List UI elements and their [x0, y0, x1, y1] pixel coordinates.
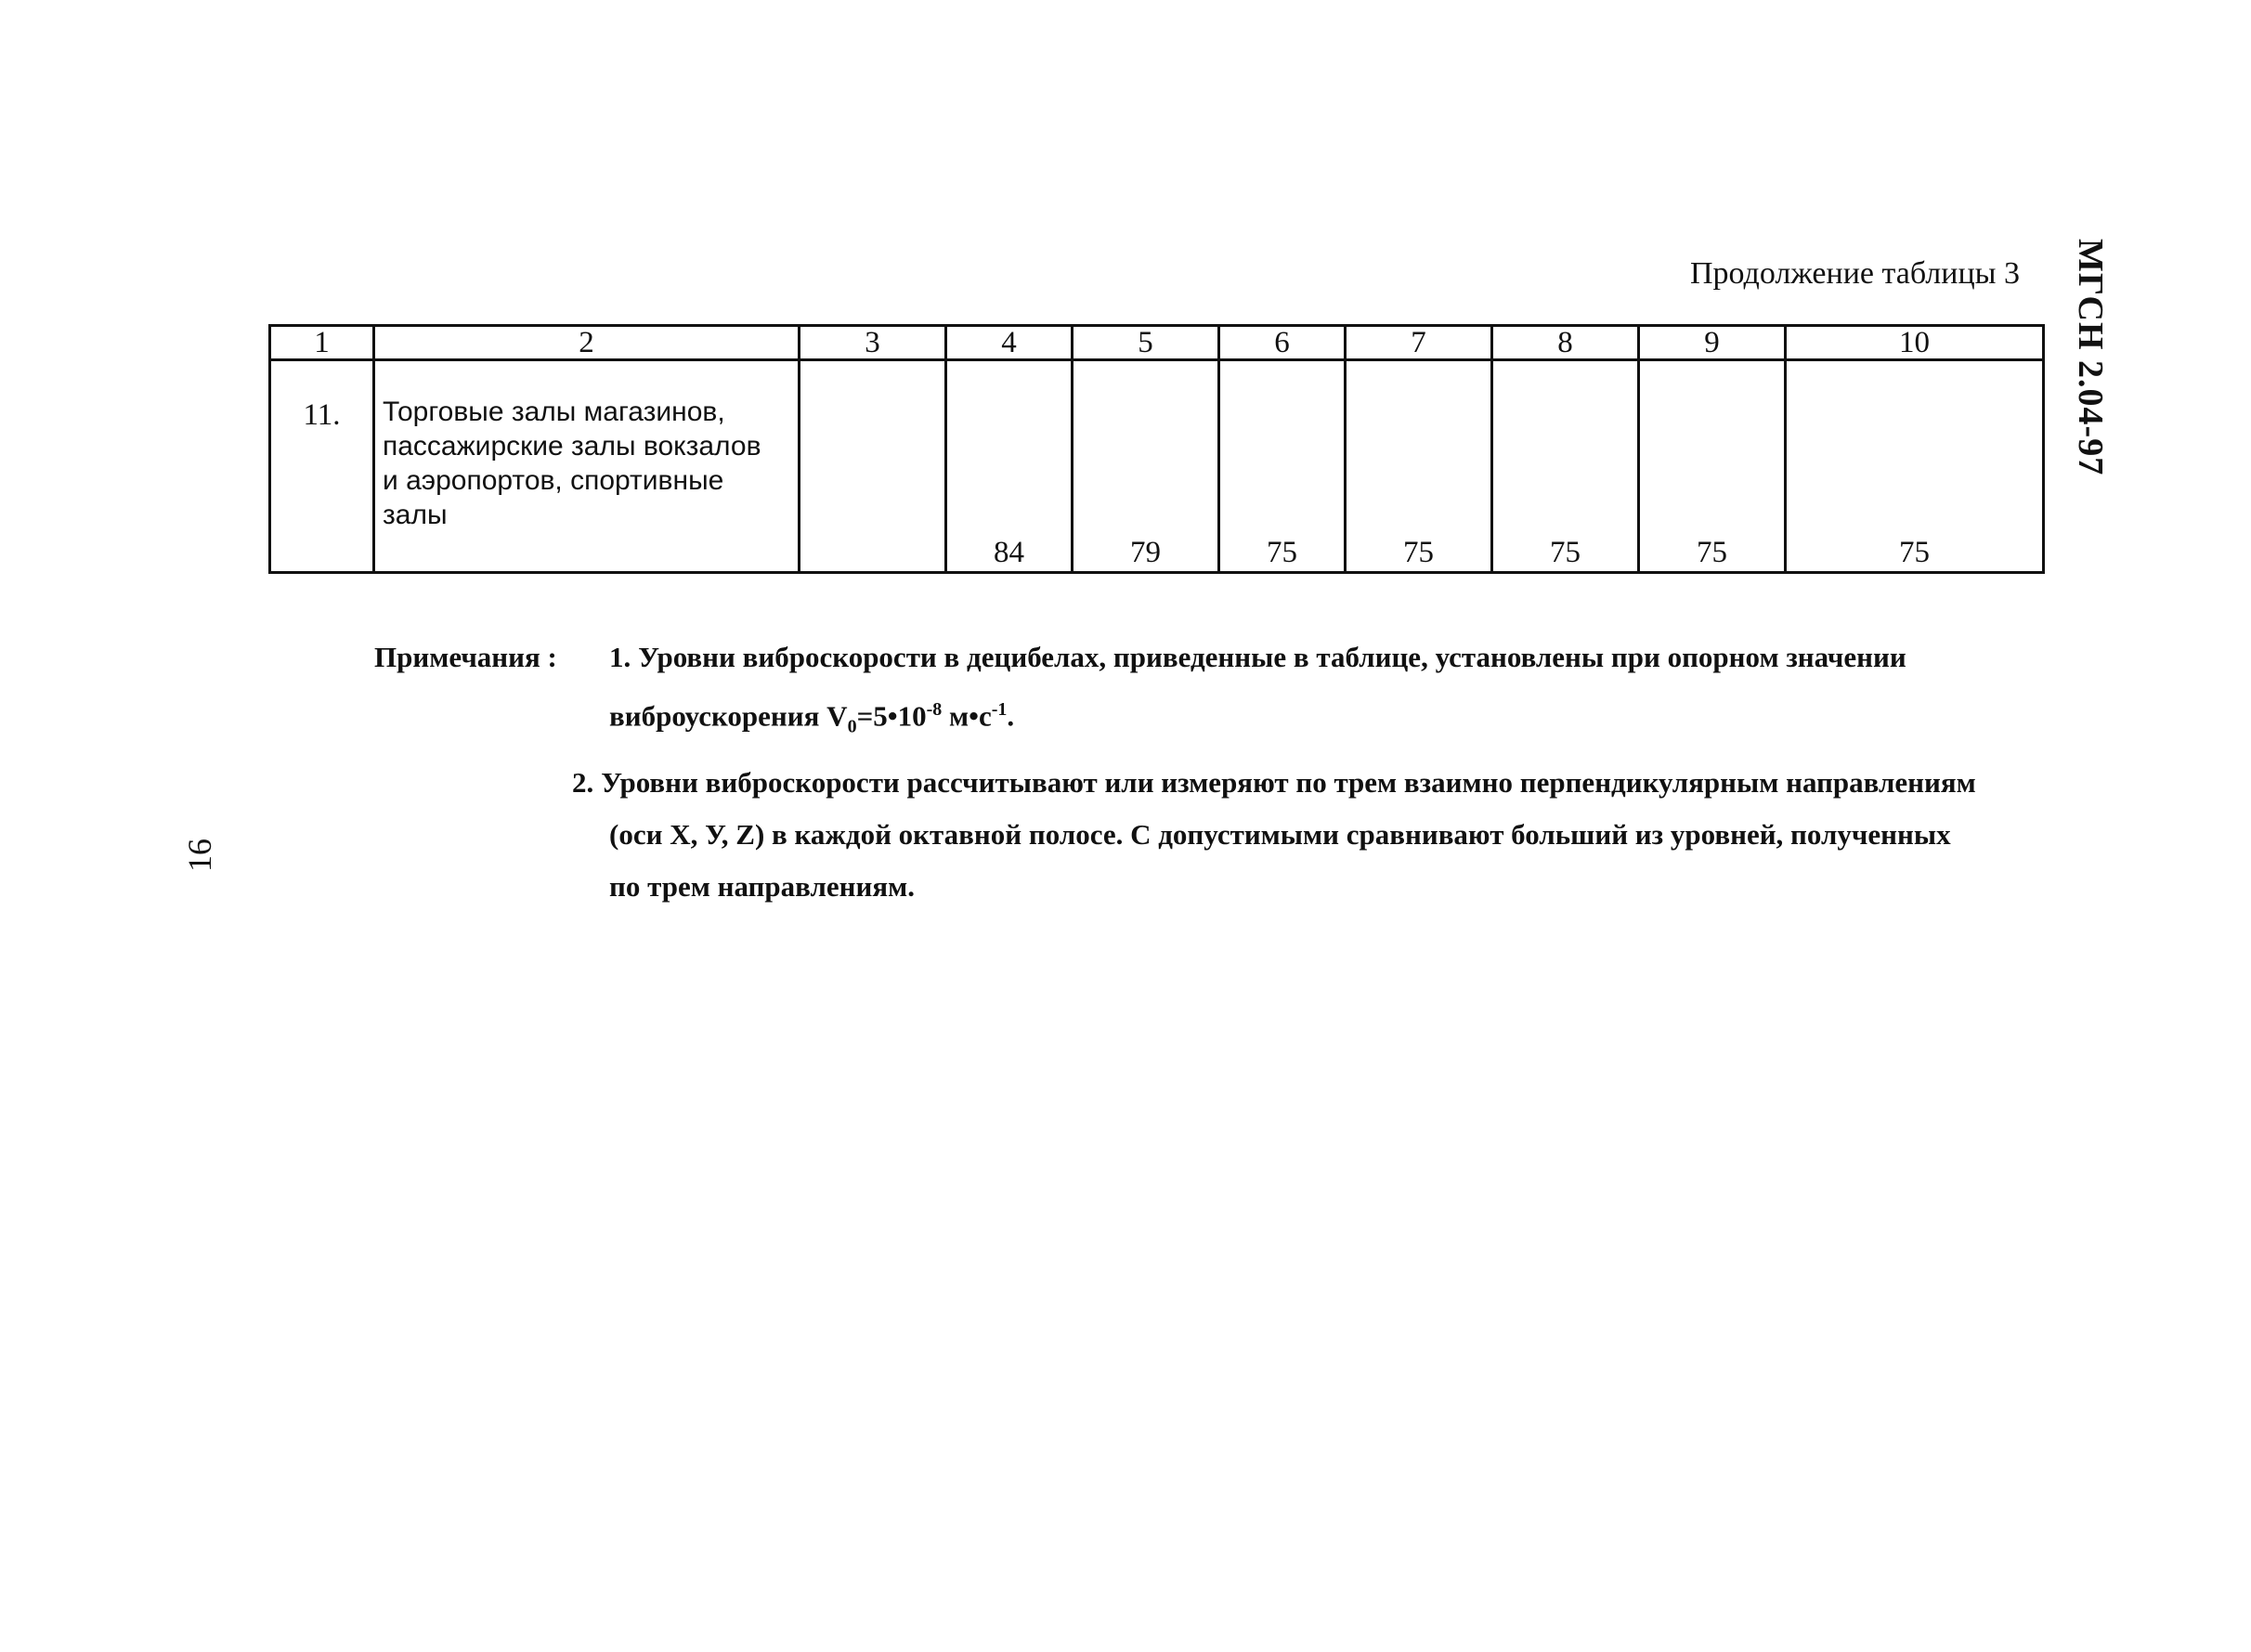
- table-continuation-label: Продолжение таблицы 3: [1689, 256, 2020, 291]
- note-1-text: Уровни виброскорости в децибелах, приведенные в таблице, установлены при опорном значении: [638, 641, 1906, 673]
- note-1-formula-unit-exponent: -1: [991, 699, 1008, 720]
- page-number: [176, 829, 223, 881]
- document-code-text: МГСН 2.04-97: [2071, 239, 2110, 476]
- column-number-header: 8: [1492, 326, 1639, 360]
- norms-table: [268, 324, 2045, 574]
- premises-name-line: залы: [383, 500, 448, 530]
- note-1-formula-subscript: 0: [847, 716, 857, 737]
- column-number-header: 5: [1073, 326, 1219, 360]
- level-value-cell: 79: [1073, 360, 1219, 573]
- column-number-header: 1: [270, 326, 374, 360]
- level-value-cell: 75: [1492, 360, 1639, 573]
- premises-name-line: и аэропортов, спортивные: [383, 465, 724, 496]
- column-number-header: 6: [1219, 326, 1346, 360]
- note-1-line-1: [374, 631, 2101, 683]
- column-number-header: 3: [800, 326, 946, 360]
- empty-value-cell: [800, 360, 946, 573]
- note-1-formula-unit: м•с: [942, 699, 992, 733]
- note-2-line-3: по трем направлениям.: [609, 869, 915, 903]
- note-1-formula-exponent: -8: [926, 699, 943, 720]
- level-value-cell: 84: [946, 360, 1073, 573]
- premises-name-line: пассажирские залы вокзалов: [383, 431, 761, 462]
- row-number: 11.: [270, 360, 374, 573]
- page-number-text: 16: [181, 839, 218, 872]
- note-1-formula-prefix: виброускорения V: [609, 699, 848, 733]
- note-2-text: Уровни виброскорости рассчитывают или измеряют по трем взаимно перпендикулярным направлениям: [601, 765, 1976, 799]
- level-value-cell: 75: [1219, 360, 1346, 573]
- premises-name-line: Торговые залы магазинов,: [383, 397, 725, 427]
- level-value-cell: 75: [1639, 360, 1786, 573]
- table-row: [270, 360, 2044, 573]
- column-number-header: 4: [946, 326, 1073, 360]
- note-2-number: 2.: [572, 765, 594, 799]
- level-value-cell: 75: [1346, 360, 1492, 573]
- notes-section: [374, 631, 2101, 913]
- note-1-formula-end: .: [1007, 699, 1015, 733]
- level-value-cell: 75: [1786, 360, 2044, 573]
- note-2-line-2: (оси X, У, Z) в каждой октавной полосе. С допустимыми сравнивают больший из уровней, полученных: [609, 817, 1951, 851]
- column-number-header: 9: [1639, 326, 1786, 360]
- column-number-header: 2: [374, 326, 800, 360]
- note-1-number: 1.: [609, 641, 631, 673]
- column-number-header: 7: [1346, 326, 1492, 360]
- document-code: [2062, 239, 2118, 476]
- note-1-line-2: [374, 683, 2101, 753]
- note-2-line-1: [374, 757, 2101, 809]
- premises-name-cell: [374, 360, 800, 573]
- table-header-row: [270, 326, 2044, 360]
- notes-label: Примечания :: [374, 641, 557, 673]
- column-number-header: 10: [1786, 326, 2044, 360]
- note-1-formula-middle: =5•10: [856, 699, 927, 733]
